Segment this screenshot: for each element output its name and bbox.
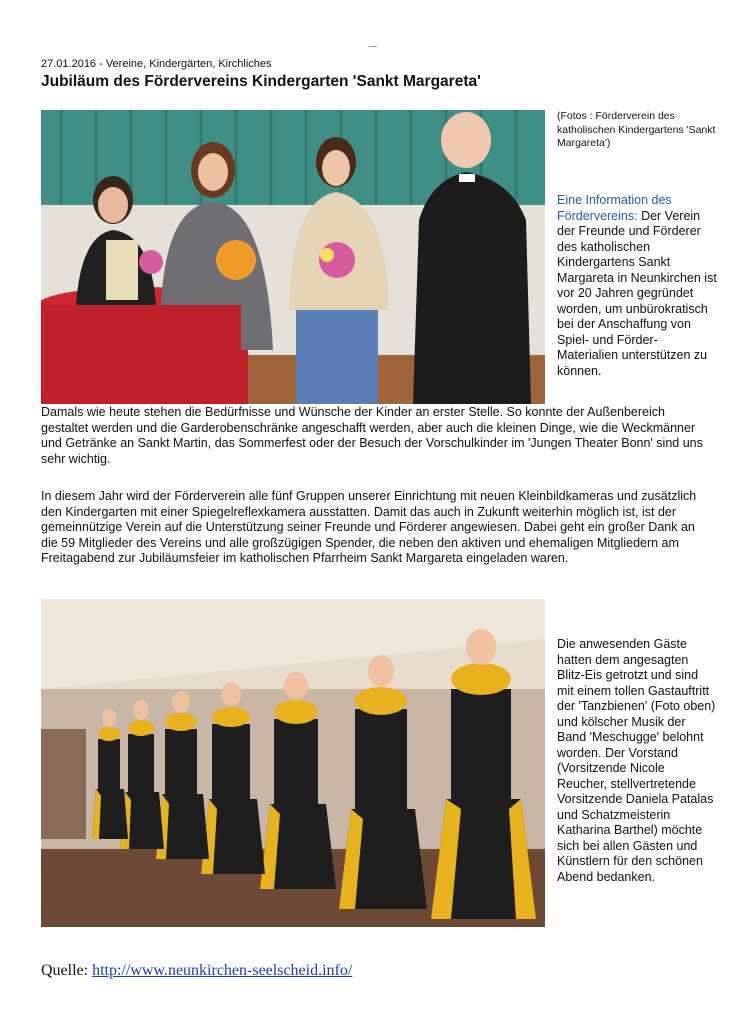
sidebar-text: Die anwesenden Gäste hatten dem angesagten Blitz-Eis getrotzt und sind mit einem tollen Gastauftritt der 'Tanzbienen' (Foto oben) und kölscher Musik der Band 'Meschugge' belohnt worden. Der Vorstand (Vorsitzende Nicole Reucher, stellvertretende Vorsitzende Daniela Patalas und Schatzmeisterin Katharina Barthel) möchte sich bei allen Gästen und Künstlern für den schönen Abend bedanken. xyxy=(557,637,716,884)
source-link[interactable]: http://www.neunkirchen-seelscheid.info/ xyxy=(92,962,353,979)
article-title: Jubiläum des Fördervereins Kindergarten 'Sankt Margareta' xyxy=(41,73,481,90)
paragraph-2: In diesem Jahr wird der Förderverein alle fünf Gruppen unserer Einrichtung mit neuen Kleinbildkameras und zusätzlich den Kindergarten mit einer Spiegelreflexkamera ausstatten. Damit das auch in Zukunft weiterhin möglich ist, ist der gemeinnützige Verein auf die Unterstützung seiner Freunde und Förderer angewiesen. Dabei geht ein großer Dank an die 59 Mitglieder des Vereins und alle großzügigen Spender, die neben den aktiven und ehemaligen Mitgliedern am Freitagabend zur Jubiläumsfeier im katholischen Pfarrheim Sankt Margareta eingeladen waren. xyxy=(41,489,697,565)
article-meta: 27.01.2016 - Vereine, Kindergärten, Kirchliches xyxy=(41,58,272,70)
intro-text xyxy=(557,193,717,379)
source-label: Quelle: xyxy=(41,962,93,979)
paragraph-1: Damals wie heute stehen die Bedürfnisse und Wünsche der Kinder an erster Stelle. So konnte der Außenbereich gestaltet werden und die Garderobenschränke angeschafft werden, aber auch die kleinen Dinge, wie die Weckmänner und Getränke an Sankt Martin, das Sommerfest oder der Besuch der Vorschulkinder im 'Jungen Theater Bonn' sind uns sehr wichtig. xyxy=(41,405,703,466)
photo-credit: (Fotos : Förderverein des katholischen Kindergartens 'Sankt Margareta') xyxy=(557,110,716,149)
info-label: Eine Information des Fördervereins: xyxy=(557,193,672,223)
intro-body: Der Verein der Freunde und Förderer des katholischen Kindergartens Sankt Margareta in Neunkirchen ist vor 20 Jahren gegründet worden, um unbürokratisch bei der Anschaffung von Spiel- und Förder-Materialien unterstützen zu können. xyxy=(557,208,717,378)
photo-dancers xyxy=(41,599,545,927)
photo-board-members xyxy=(41,110,545,404)
top-separator xyxy=(369,46,377,47)
source-line xyxy=(41,962,352,980)
